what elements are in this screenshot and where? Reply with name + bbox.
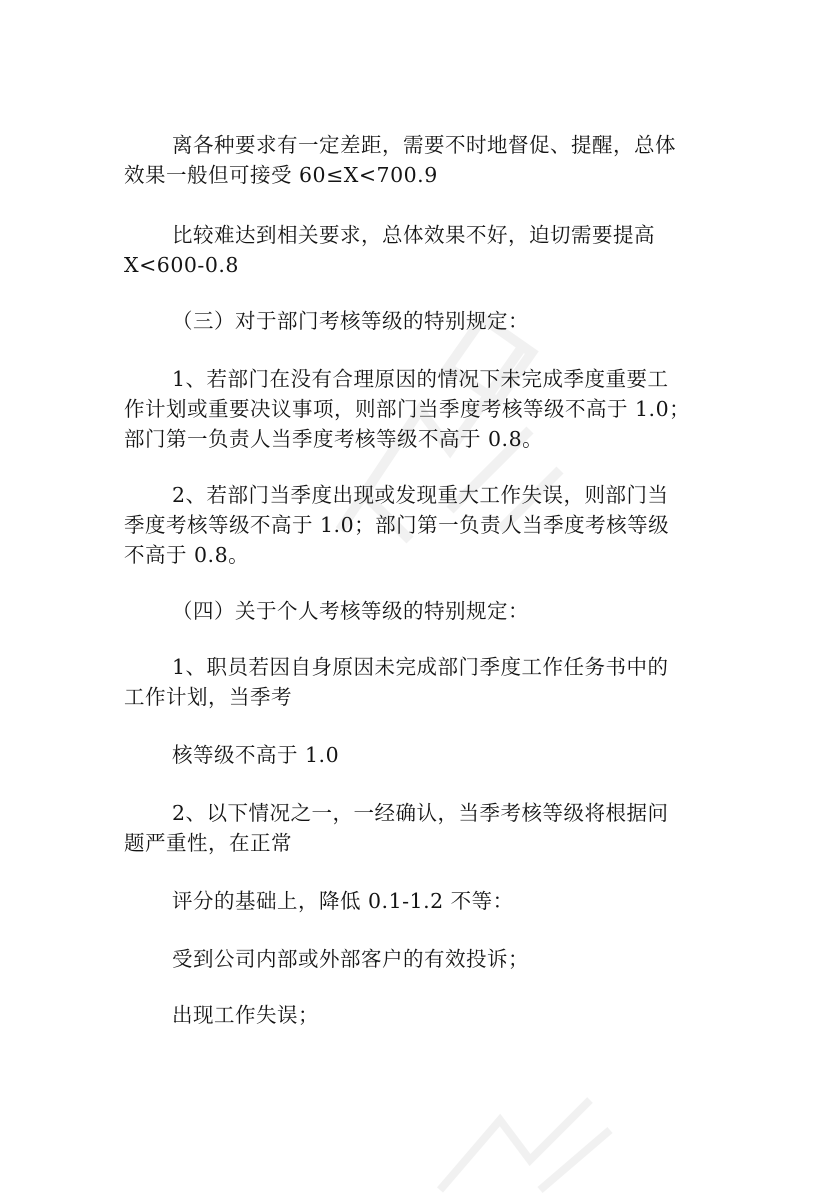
list-item: 出现工作失误；	[172, 1003, 319, 1027]
section-heading-4: （四）关于个人考核等级的特别规定：	[172, 599, 529, 623]
paragraph-line: 1、职员若因自身原因未完成部门季度工作任务书中的	[172, 655, 669, 679]
paragraph-line: 工作计划，当季考	[124, 685, 292, 709]
paragraph-line: 作计划或重要决议事项，则部门当季度考核等级不高于 1.0；	[124, 397, 691, 421]
paragraph-line: 题严重性，在正常	[124, 831, 292, 855]
paragraph-line: 不高于 0.8。	[124, 543, 250, 567]
paragraph-line: 部门第一负责人当季度考核等级不高于 0.8。	[124, 427, 544, 451]
paragraph-line: 1、若部门在没有合理原因的情况下未完成季度重要工	[172, 367, 669, 391]
paragraph-line: X<600-0.8	[124, 253, 239, 277]
watermark-corner-icon	[420, 1080, 640, 1200]
paragraph-line: 比较难达到相关要求，总体效果不好，迫切需要提高	[172, 223, 655, 247]
list-item: 受到公司内部或外部客户的有效投诉；	[172, 947, 529, 971]
paragraph-line: 评分的基础上，降低 0.1-1.2 不等：	[172, 889, 514, 913]
paragraph-line: 季度考核等级不高于 1.0；部门第一负责人当季度考核等级	[124, 513, 670, 537]
paragraph-line: 2、以下情况之一，一经确认，当季考核等级将根据问	[172, 801, 669, 825]
paragraph-line: 离各种要求有一定差距，需要不时地督促、提醒，总体	[172, 133, 676, 157]
paragraph-line: 2、若部门当季度出现或发现重大工作失误，则部门当	[172, 483, 669, 507]
section-heading-3: （三）对于部门考核等级的特别规定：	[172, 309, 529, 333]
paragraph-line: 核等级不高于 1.0	[172, 743, 340, 767]
paragraph-line: 效果一般但可接受 60≤X<700.9	[124, 163, 438, 187]
